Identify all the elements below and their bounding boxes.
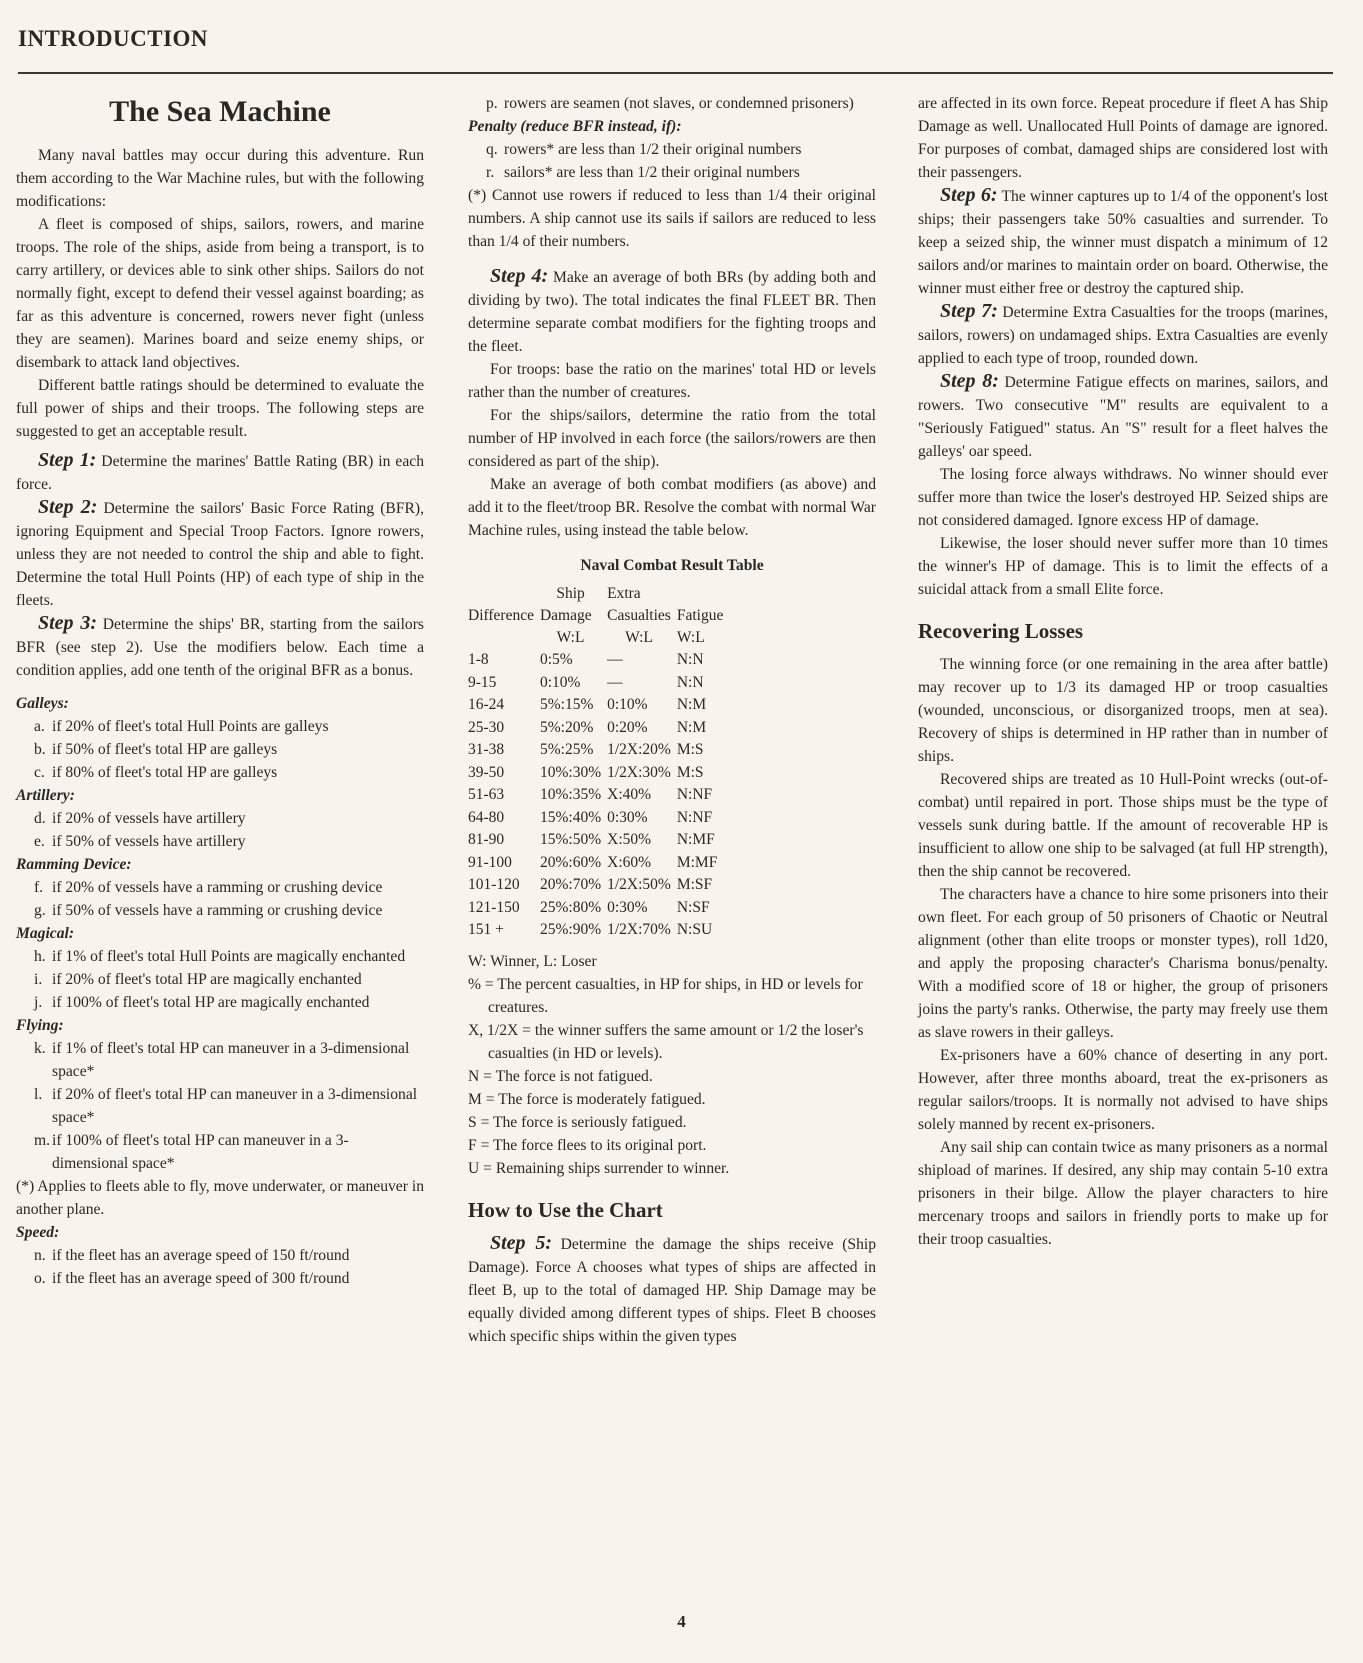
table-row <box>468 694 729 717</box>
table-cell: 39-50 <box>468 763 505 781</box>
legend-item: X, 1/2X = the winner suffers the same amount or 1/2 the loser's casualties (in HD or levels). <box>468 1021 864 1062</box>
category-label: Galleys: <box>16 695 69 712</box>
legend-item: M = The force is moderately fatigued. <box>468 1090 706 1108</box>
table-cell: 1/2X:30% <box>607 763 671 781</box>
step-label: Step 2: <box>38 496 98 518</box>
step-6 <box>918 184 1328 300</box>
table-cell: 151 + <box>468 921 504 938</box>
column-header: Damage <box>539 607 592 624</box>
table-row <box>468 762 729 785</box>
body-paragraph: are affected in its own force. Repeat procedure if fleet A has Ship Damage as well. Unallocated Hull Points of damage are ignored. For purposes of combat, damaged ships are considered lost with their passengers. <box>918 95 1328 181</box>
table-cell: 101-120 <box>468 876 520 893</box>
step-7 <box>918 300 1328 370</box>
table-cell: N:M <box>676 696 707 713</box>
table-row <box>468 897 729 920</box>
step-2 <box>16 496 424 612</box>
table-cell: 0:5% <box>539 651 573 668</box>
header-rule <box>18 72 1333 74</box>
modifier-item: p. rowers are seamen (not slaves, or condemned prisoners) <box>486 95 854 112</box>
step-label: Step 7: <box>940 300 998 322</box>
section-heading: Recovering Losses <box>918 619 1084 643</box>
body-paragraph: For troops: base the ratio on the marines' total HD or levels rather than the number of creatures. <box>468 361 876 401</box>
category-label: Magical: <box>16 925 75 942</box>
category-label: Speed: <box>16 1224 60 1241</box>
table-cell: 1/2X:20% <box>607 741 671 758</box>
page-title: The Sea Machine <box>109 95 331 128</box>
body-paragraph: For the ships/sailors, determine the ratio from the total number of HP involved in each force (the sailors/rowers are then considered as part of the ship). <box>468 407 876 470</box>
table-cell: 91-100 <box>468 853 512 871</box>
modifier-item: l. if 20% of fleet's total HP can maneuver in a 3-dimensional space* <box>34 1086 418 1126</box>
step-4 <box>468 265 876 358</box>
table-cell: 1/2X:50% <box>607 876 671 893</box>
table-cell: 51-63 <box>468 786 505 803</box>
modifier-item: i. if 20% of fleet's total HP are magically enchanted <box>34 971 362 988</box>
table-cell: 1-8 <box>468 651 489 668</box>
step-8 <box>918 370 1328 463</box>
step-text: Determine Extra Casualties for the troops (marines, sailors, rowers) on undamaged ships. Extra Casualties are evenly applied to each type of troop, rounded down. <box>918 304 1328 367</box>
step-text: Determine the sailors' Basic Force Rating (BFR), ignoring Equipment and Special Troop Factors. Ignore rowers, unless they are not needed to control the ship and able to fight. Determine the total Hull Points (HP) of each type of ship in the fleets. <box>16 500 424 609</box>
column-header: W:L <box>625 629 653 646</box>
modifier-item: h. if 1% of fleet's total Hull Points are magically enchanted <box>34 948 406 965</box>
table-cell: 0:20% <box>607 718 648 736</box>
table-cell: 5%:20% <box>539 718 594 736</box>
intro-paragraph: Different battle ratings should be determined to evaluate the full power of ships and their troops. The following steps are suggested to get an acceptable result. <box>16 377 424 440</box>
table-legend <box>468 950 876 1180</box>
modifier-item: j. if 100% of fleet's total HP are magically enchanted <box>34 994 370 1011</box>
column-3 <box>918 92 1328 1251</box>
table-row <box>468 717 729 740</box>
table-cell: N:SU <box>676 921 713 938</box>
legend-item: % = The percent casualties, in HP for ships, in HD or levels for creatures. <box>468 975 863 1016</box>
column-header: W:L <box>676 629 705 646</box>
category-label: Flying: <box>16 1017 64 1034</box>
step-text: Determine the ships' BR, starting from the sailors BFR (see step 2). Use the modifiers below. Each time a condition applies, add one tenth of the original BFR as a bonus. <box>16 616 424 679</box>
column-2 <box>468 92 876 1348</box>
intro-paragraph: A fleet is composed of ships, sailors, rowers, and marine troops. The role of the ships, aside from being a transport, is to carry artillery, or devices able to sink other ships. Sailors do not normally fight, except to defend their vessel against boarding; as far as this adventure is concerned, rowers never fight (unless they are seamen). Marines board and seize enemy ships, or disembark to attack land objectives. <box>16 216 424 371</box>
table-cell: 0:30% <box>607 898 648 916</box>
modifier-item: r. sailors* are less than 1/2 their original numbers <box>486 164 800 181</box>
table-cell: 0:10% <box>607 696 648 713</box>
step-text: The winner captures up to 1/4 of the opponent's lost ships; their passengers take 50% casualties and surrender. To keep a seized ship, the winner must dispatch a minimum of 12 sailors and/or marines to maintain order on board. Otherwise, the winner must either free or destroy the captured ship. <box>918 188 1328 297</box>
category-label: Ramming Device: <box>16 856 132 873</box>
modifier-item: o. if the fleet has an average speed of 300 ft/round <box>34 1270 350 1287</box>
section-header: INTRODUCTION <box>18 26 209 51</box>
legend-item: W: Winner, L: Loser <box>468 952 597 970</box>
legend-item: F = The force flees to its original port. <box>468 1136 707 1154</box>
modifier-item: e. if 50% of vessels have artillery <box>34 833 246 850</box>
body-paragraph: The winning force (or one remaining in the area after battle) may recover up to 1/3 its damaged HP or troop casualties (wounded, unconscious, or disorganized troops, men at sea). Recovery of ships is determined in HP rather than in number of ships. <box>918 656 1328 765</box>
column-header: Ship <box>556 585 585 602</box>
table-cell: 10%:35% <box>539 786 602 803</box>
body-paragraph: Any sail ship can contain twice as many prisoners as a normal shipload of marines. If desired, any ship may contain 5-10 extra prisoners in their bilge. Allow the player characters to hire mercenary troops and sailors in friendly ports to make up for their troop casualties. <box>918 1139 1328 1248</box>
table-cell: 16-24 <box>468 696 505 713</box>
table-cell: 121-150 <box>468 898 520 916</box>
step-3 <box>16 612 424 682</box>
table-cell: 0:10% <box>539 673 581 691</box>
legend-item: N = The force is not fatigued. <box>468 1067 653 1085</box>
section-heading: How to Use the Chart <box>468 1197 663 1222</box>
table-row <box>468 784 729 807</box>
intro-paragraph: Many naval battles may occur during this adventure. Run them according to the War Machine rules, but with the following modifications: <box>16 147 424 210</box>
table-cell: X:50% <box>607 831 652 848</box>
table-cell: 31-38 <box>468 741 505 758</box>
footnote: (*) Cannot use rowers if reduced to less than 1/4 their original numbers. A ship cannot use its sails if sailors are reduced to less than 1/4 of their numbers. <box>468 187 876 250</box>
table-cell: — <box>607 651 623 668</box>
column-header: W:L <box>556 629 585 646</box>
step-label: Step 5: <box>490 1231 552 1254</box>
table-cell: N:NF <box>676 808 713 826</box>
modifier-item: m. if 100% of fleet's total HP can maneuver in a 3-dimensional space* <box>34 1132 349 1172</box>
table-cell: 25-30 <box>468 718 505 736</box>
table-cell: 10%:30% <box>539 763 602 781</box>
table-cell: M:SF <box>676 876 713 893</box>
step-label: Step 4: <box>490 265 549 287</box>
column-header: Extra <box>607 585 641 602</box>
table-cell: 5%:25% <box>539 741 594 758</box>
table-cell: N:MF <box>676 831 715 848</box>
table-title: Naval Combat Result Table <box>580 557 764 574</box>
step-label: Step 3: <box>38 612 98 634</box>
body-paragraph: Make an average of both combat modifiers (as above) and add it to the fleet/troop BR. Resolve the combat with normal War Machine rules, using instead the table below. <box>468 476 876 539</box>
table-cell: M:MF <box>676 853 718 871</box>
legend-item: S = The force is seriously fatigued. <box>468 1113 687 1131</box>
table-cell: 20%:60% <box>539 853 602 871</box>
table-cell: 20%:70% <box>539 876 602 893</box>
body-paragraph: Ex-prisoners have a 60% chance of deserting in any port. However, after three months aboard, treat the ex-prisoners as regular sailors/troops. It is normally not advised to have ships solely manned by recent ex-prisoners. <box>918 1047 1328 1133</box>
table-body <box>468 649 729 942</box>
table-cell: M:S <box>676 741 704 758</box>
column-header: Fatigue <box>676 607 724 624</box>
table-cell: 1/2X:70% <box>607 921 671 938</box>
column-header: Casualties <box>607 607 671 624</box>
table-cell: 9-15 <box>468 673 497 691</box>
table-cell: 81-90 <box>468 831 505 848</box>
modifier-item: d. if 20% of vessels have artillery <box>34 810 246 827</box>
table-row <box>468 649 729 672</box>
table-cell: X:60% <box>607 853 652 871</box>
category-label: Penalty (reduce BFR instead, if): <box>468 118 682 135</box>
modifier-item: a. if 20% of fleet's total Hull Points are galleys <box>34 718 329 735</box>
table-cell: 0:30% <box>607 808 648 826</box>
modifier-item: c. if 80% of fleet's total HP are galleys <box>34 764 278 781</box>
step-label: Step 6: <box>940 184 998 206</box>
table-cell: 25%:80% <box>539 898 602 916</box>
table-cell: X:40% <box>607 786 652 803</box>
column-header: Difference <box>468 607 534 624</box>
step-text: Determine Fatigue effects on marines, sailors, and rowers. Two consecutive "M" results are equivalent to a "Seriously Fatigued" status. An "S" result for a fleet halves the galleys' oar speed. <box>918 374 1329 460</box>
table-cell: 25%:90% <box>539 921 602 938</box>
table-cell: 15%:50% <box>539 831 602 848</box>
table-cell: N:SF <box>676 898 710 916</box>
table-cell: N:M <box>676 718 707 736</box>
table-cell: 15%:40% <box>539 808 602 826</box>
body-paragraph: The characters have a chance to hire some prisoners into their own fleet. For each group of 50 prisoners of Chaotic or Neutral alignment (other than elite troops or monster types), roll 1d20, and apply the proposing character's Charisma bonus/penalty. With a modified score of 18 or higher, the group of prisoners joins the party's ranks. Otherwise, the party may freely use them as slave rowers in their galleys. <box>918 886 1328 1041</box>
table-row <box>468 672 729 695</box>
table-cell: M:S <box>676 763 704 781</box>
body-paragraph: Recovered ships are treated as 10 Hull-Point wrecks (out-of-combat) until repaired in port. Those ships must be the type of vessels sunk during battle. If the amount of recoverable HP is insufficient to allow one ship to be salvaged (at full HP strength), then the ship cannot be recovered. <box>918 771 1328 880</box>
table-row <box>468 807 729 830</box>
table-row <box>468 829 729 852</box>
step-text: Make an average of both BRs (by adding both and dividing by two). The total indicates the final FLEET BR. Then determine separate combat modifiers for the fighting troops and the fleet. <box>468 269 877 355</box>
table-cell: N:N <box>676 651 704 668</box>
table-row <box>468 739 729 762</box>
footnote: (*) Applies to fleets able to fly, move underwater, or maneuver in another plane. <box>16 1178 424 1218</box>
step-text: Determine the damage the ships receive (Ship Damage). Force A chooses what types of ships are affected in fleet B, up to the total of damaged HP. Ship Damage may be equally divided among different types of ships. Fleet B chooses which specific ships within the given types <box>468 1235 876 1345</box>
table-row <box>468 919 729 942</box>
step-5 <box>468 1232 876 1348</box>
table-cell: 64-80 <box>468 808 505 826</box>
modifier-item: q. rowers* are less than 1/2 their original numbers <box>486 141 802 158</box>
modifier-item: n. if the fleet has an average speed of 150 ft/round <box>34 1247 350 1264</box>
step-label: Step 1: <box>38 449 97 471</box>
category-label: Artillery: <box>16 787 75 804</box>
naval-combat-result-table <box>468 583 729 942</box>
modifier-item: g. if 50% of vessels have a ramming or crushing device <box>34 902 383 919</box>
body-paragraph: The losing force always withdraws. No winner should ever suffer more than twice the loser's destroyed HP. Seized ships are not considered damaged. Ignore excess HP of damage. <box>918 466 1328 529</box>
table-cell: N:NF <box>676 786 713 803</box>
table-cell: — <box>607 673 623 691</box>
body-paragraph: Likewise, the loser should never suffer more than 10 times the winner's HP of damage. This is to limit the effects of a suicidal attack from a small Elite force. <box>918 535 1328 598</box>
table-cell: N:N <box>676 673 704 691</box>
column-1 <box>16 92 424 1290</box>
page-number: 4 <box>677 1612 686 1631</box>
step-text: Determine the marines' Battle Rating (BR) in each force. <box>16 453 424 493</box>
table-row <box>468 852 729 875</box>
step-1 <box>16 449 424 496</box>
table-cell: 5%:15% <box>539 696 594 713</box>
table-row <box>468 874 729 897</box>
modifier-item: b. if 50% of fleet's total HP are galleys <box>34 741 278 758</box>
modifier-item: k. if 1% of fleet's total HP can maneuver in a 3-dimensional space* <box>34 1040 410 1080</box>
modifier-item: f. if 20% of vessels have a ramming or crushing device <box>34 879 383 896</box>
step-label: Step 8: <box>940 370 999 392</box>
legend-item: U = Remaining ships surrender to winner. <box>468 1159 730 1177</box>
